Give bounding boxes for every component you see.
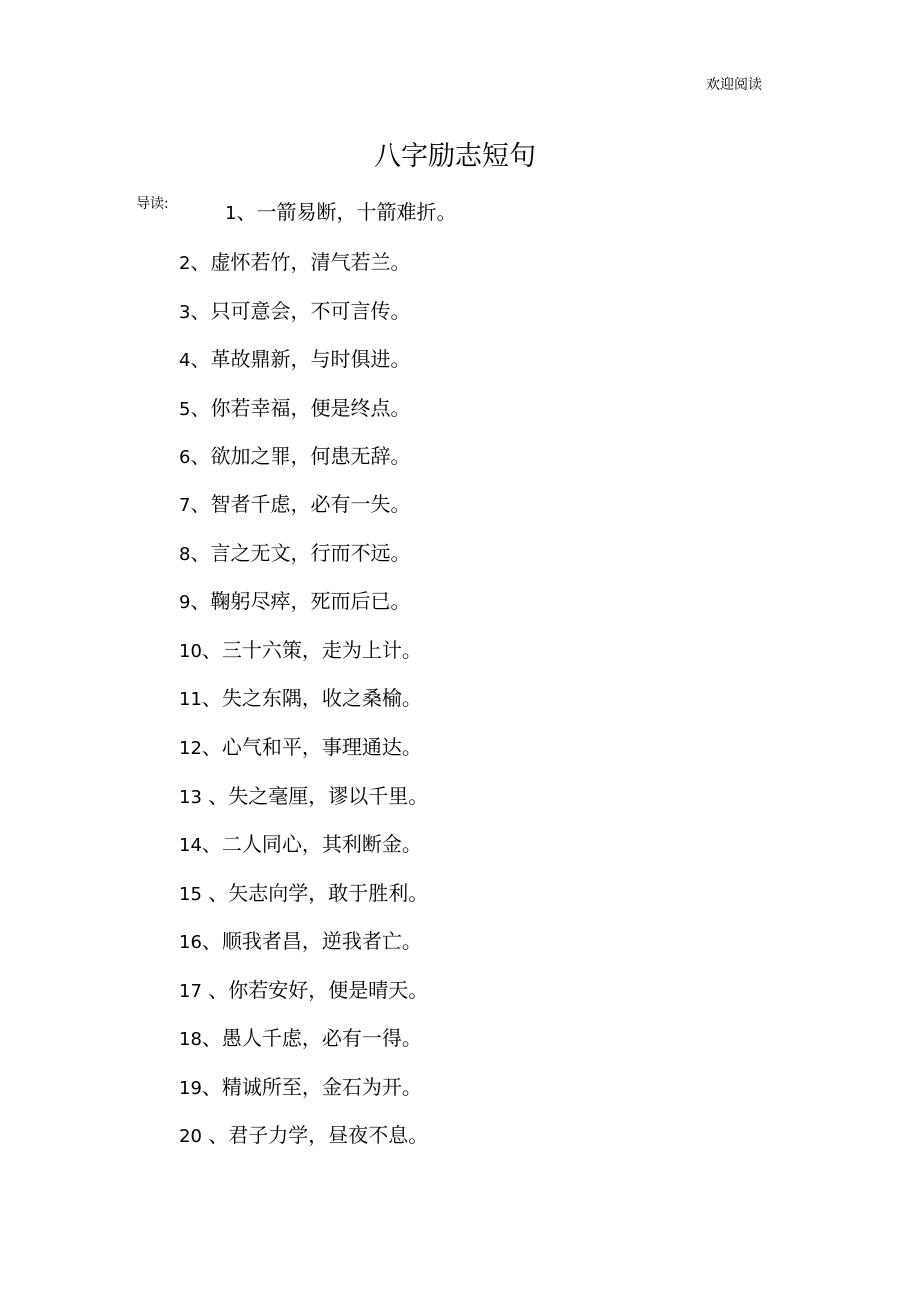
- item-text: 欲加之罪，何患无辞。: [210, 444, 411, 468]
- item-separator: 、: [190, 347, 211, 371]
- list-item: [179, 297, 410, 327]
- list-item: [179, 490, 410, 520]
- item-number: 16: [179, 932, 202, 953]
- item-number: 11: [179, 689, 202, 710]
- item-text: 三十六策，走为上计。: [221, 638, 422, 662]
- list-item: [179, 442, 410, 472]
- item-text: 愚人千虑，必有一得。: [221, 1026, 422, 1050]
- item-separator: 、: [201, 1026, 222, 1050]
- item-number: 9: [179, 592, 191, 613]
- item-separator: 、: [190, 541, 211, 565]
- item-text: 你若安好，便是晴天。: [228, 978, 429, 1002]
- page-title: 八字励志短句: [374, 141, 536, 172]
- item-separator: 、: [190, 589, 211, 613]
- list-item: [179, 976, 428, 1006]
- list-item: [179, 830, 422, 860]
- item-number: 15: [179, 884, 202, 905]
- item-text: 只可意会，不可言传。: [210, 299, 411, 323]
- item-separator: 、: [201, 638, 222, 662]
- item-separator: 、: [190, 492, 211, 516]
- item-number: 5: [179, 399, 191, 420]
- list-item: [179, 879, 428, 909]
- intro-label: 导读:: [136, 196, 169, 212]
- item-number: 3: [179, 302, 191, 323]
- item-text: 矢志向学，敢于胜利。: [228, 881, 429, 905]
- item-number: 4: [179, 350, 191, 371]
- item-separator: 、: [201, 1075, 222, 1099]
- list-item: [225, 198, 456, 228]
- item-separator: 、: [201, 686, 222, 710]
- list-item: [179, 782, 428, 812]
- item-text: 君子力学，昼夜不息。: [228, 1123, 429, 1147]
- item-number: 1: [225, 203, 237, 224]
- item-text: 鞠躬尽瘁，死而后已。: [210, 589, 411, 613]
- item-number: 8: [179, 544, 191, 565]
- item-separator: 、: [201, 929, 222, 953]
- item-text: 失之东隅，收之桑榆。: [221, 686, 422, 710]
- item-text: 革故鼎新，与时俱进。: [210, 347, 411, 371]
- item-separator: 、: [201, 1123, 229, 1147]
- item-separator: 、: [201, 735, 222, 759]
- item-number: 6: [179, 447, 191, 468]
- list-item: [179, 539, 410, 569]
- list-item: [179, 684, 422, 714]
- item-number: 10: [179, 641, 202, 662]
- item-number: 17: [179, 981, 202, 1002]
- item-separator: 、: [190, 396, 211, 420]
- item-separator: 、: [190, 250, 211, 274]
- item-number: 20: [179, 1126, 202, 1147]
- list-item: [179, 248, 410, 278]
- item-number: 14: [179, 835, 202, 856]
- item-text: 失之毫厘，谬以千里。: [228, 784, 429, 808]
- item-number: 13: [179, 787, 202, 808]
- item-separator: 、: [201, 978, 229, 1002]
- item-text: 你若幸福，便是终点。: [210, 396, 411, 420]
- item-separator: 、: [201, 881, 229, 905]
- item-separator: 、: [236, 200, 257, 224]
- item-number: 19: [179, 1078, 202, 1099]
- item-number: 2: [179, 253, 191, 274]
- item-separator: 、: [201, 832, 222, 856]
- list-item: [179, 1121, 428, 1151]
- header-note: 欢迎阅读: [706, 77, 762, 93]
- item-separator: 、: [201, 784, 229, 808]
- list-item: [179, 394, 410, 424]
- item-number: 7: [179, 495, 191, 516]
- item-text: 虚怀若竹，清气若兰。: [210, 250, 411, 274]
- list-item: [179, 587, 410, 617]
- list-item: [179, 733, 422, 763]
- list-item: [179, 345, 410, 375]
- item-text: 精诚所至，金石为开。: [221, 1075, 422, 1099]
- item-text: 言之无文，行而不远。: [210, 541, 411, 565]
- item-separator: 、: [190, 299, 211, 323]
- item-text: 一箭易断，十箭难折。: [256, 200, 457, 224]
- item-text: 智者千虑，必有一失。: [210, 492, 411, 516]
- list-item: [179, 1024, 422, 1054]
- list-item: [179, 636, 422, 666]
- item-separator: 、: [190, 444, 211, 468]
- item-text: 顺我者昌，逆我者亡。: [221, 929, 422, 953]
- item-text: 心气和平，事理通达。: [221, 735, 422, 759]
- list-item: [179, 1073, 422, 1103]
- item-text: 二人同心，其利断金。: [221, 832, 422, 856]
- item-number: 18: [179, 1029, 202, 1050]
- item-number: 12: [179, 738, 202, 759]
- list-item: [179, 927, 422, 957]
